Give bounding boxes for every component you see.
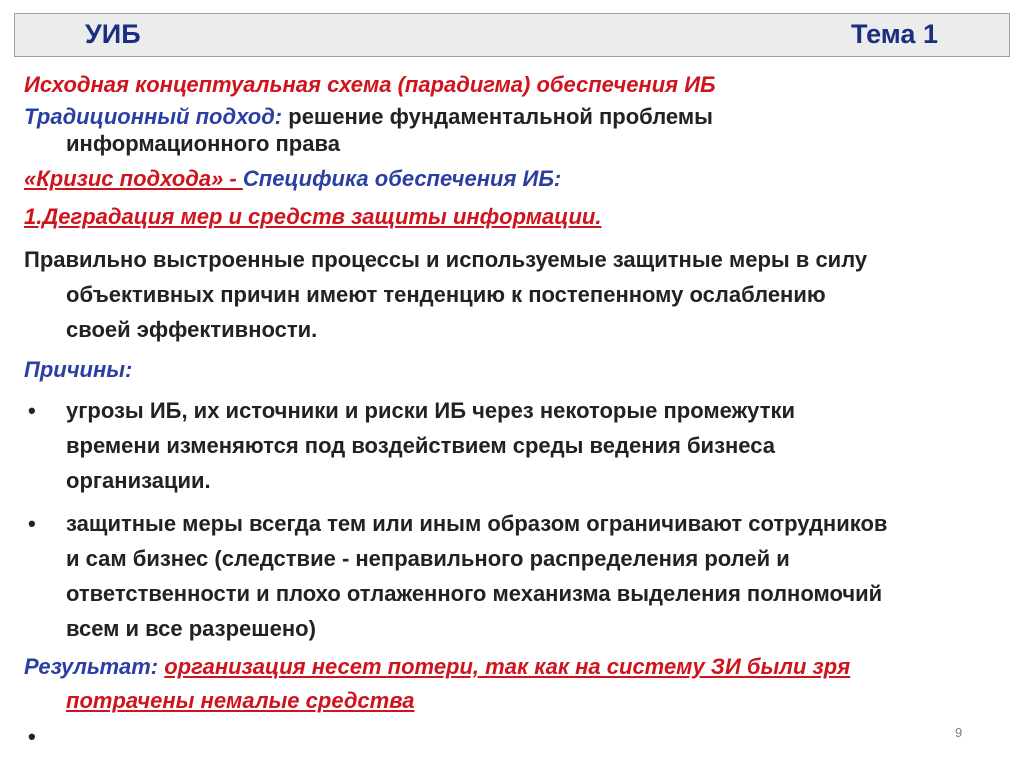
result-continuation bbox=[24, 684, 1014, 718]
empty-bullet bbox=[24, 722, 1014, 752]
paragraph-line: Правильно выстроенные процессы и используемые защитные меры в силу bbox=[24, 247, 868, 272]
degradation-line: 1.Деградация мер и средств защиты информации. bbox=[24, 204, 602, 229]
crisis-label: «Кризис подхода» - bbox=[24, 166, 243, 191]
heading: Исходная концептуальная схема (парадигма) обеспечения ИБ bbox=[24, 72, 716, 97]
reasons-label: Причины: bbox=[24, 357, 133, 382]
bullet-line: организации. bbox=[66, 468, 211, 493]
page-number: 9 bbox=[955, 725, 963, 740]
traditional-text: решение фундаментальной проблемы bbox=[282, 104, 713, 129]
header-title: УИБ bbox=[85, 19, 141, 49]
result-text: организация несет потери, так как на систему ЗИ были зря bbox=[164, 654, 851, 679]
crisis-line bbox=[24, 164, 1014, 194]
paragraph bbox=[24, 242, 1014, 347]
result-line bbox=[24, 650, 1014, 684]
header-topic: Тема 1 bbox=[851, 19, 938, 49]
traditional-approach bbox=[24, 102, 1014, 132]
bullet-item-1 bbox=[24, 393, 1014, 498]
crisis-text: Специфика обеспечения ИБ: bbox=[242, 166, 562, 191]
bullet-dot: • bbox=[28, 511, 36, 536]
slide-content bbox=[24, 70, 1014, 752]
bullet-line: защитные меры всегда тем или иным образом ограничивают сотрудников bbox=[66, 511, 888, 536]
bullet-item-2 bbox=[24, 506, 1014, 646]
result-text-2: потрачены немалые средства bbox=[66, 688, 415, 713]
slide-header bbox=[14, 13, 1010, 57]
bullet-line: ответственности и плохо отлаженного механизма выделения полномочий bbox=[66, 581, 883, 606]
paragraph-line: объективных причин имеют тенденцию к постепенному ослаблению bbox=[66, 282, 826, 307]
bullet-line: времени изменяются под воздействием среды ведения бизнеса bbox=[66, 433, 775, 458]
bullet-line: угрозы ИБ, их источники и риски ИБ через некоторые промежутки bbox=[66, 398, 795, 423]
result-label: Результат: bbox=[24, 654, 159, 679]
traditional-label: Традиционный подход: bbox=[24, 104, 283, 129]
bullet-dot: • bbox=[28, 398, 36, 423]
bullet-dot: • bbox=[28, 724, 36, 749]
paragraph-line: своей эффективности. bbox=[66, 317, 318, 342]
bullet-line: и сам бизнес (следствие - неправильного распределения ролей и bbox=[66, 546, 790, 571]
bullet-line: всем и все разрешено) bbox=[66, 616, 316, 641]
traditional-continuation: информационного права bbox=[66, 131, 340, 156]
